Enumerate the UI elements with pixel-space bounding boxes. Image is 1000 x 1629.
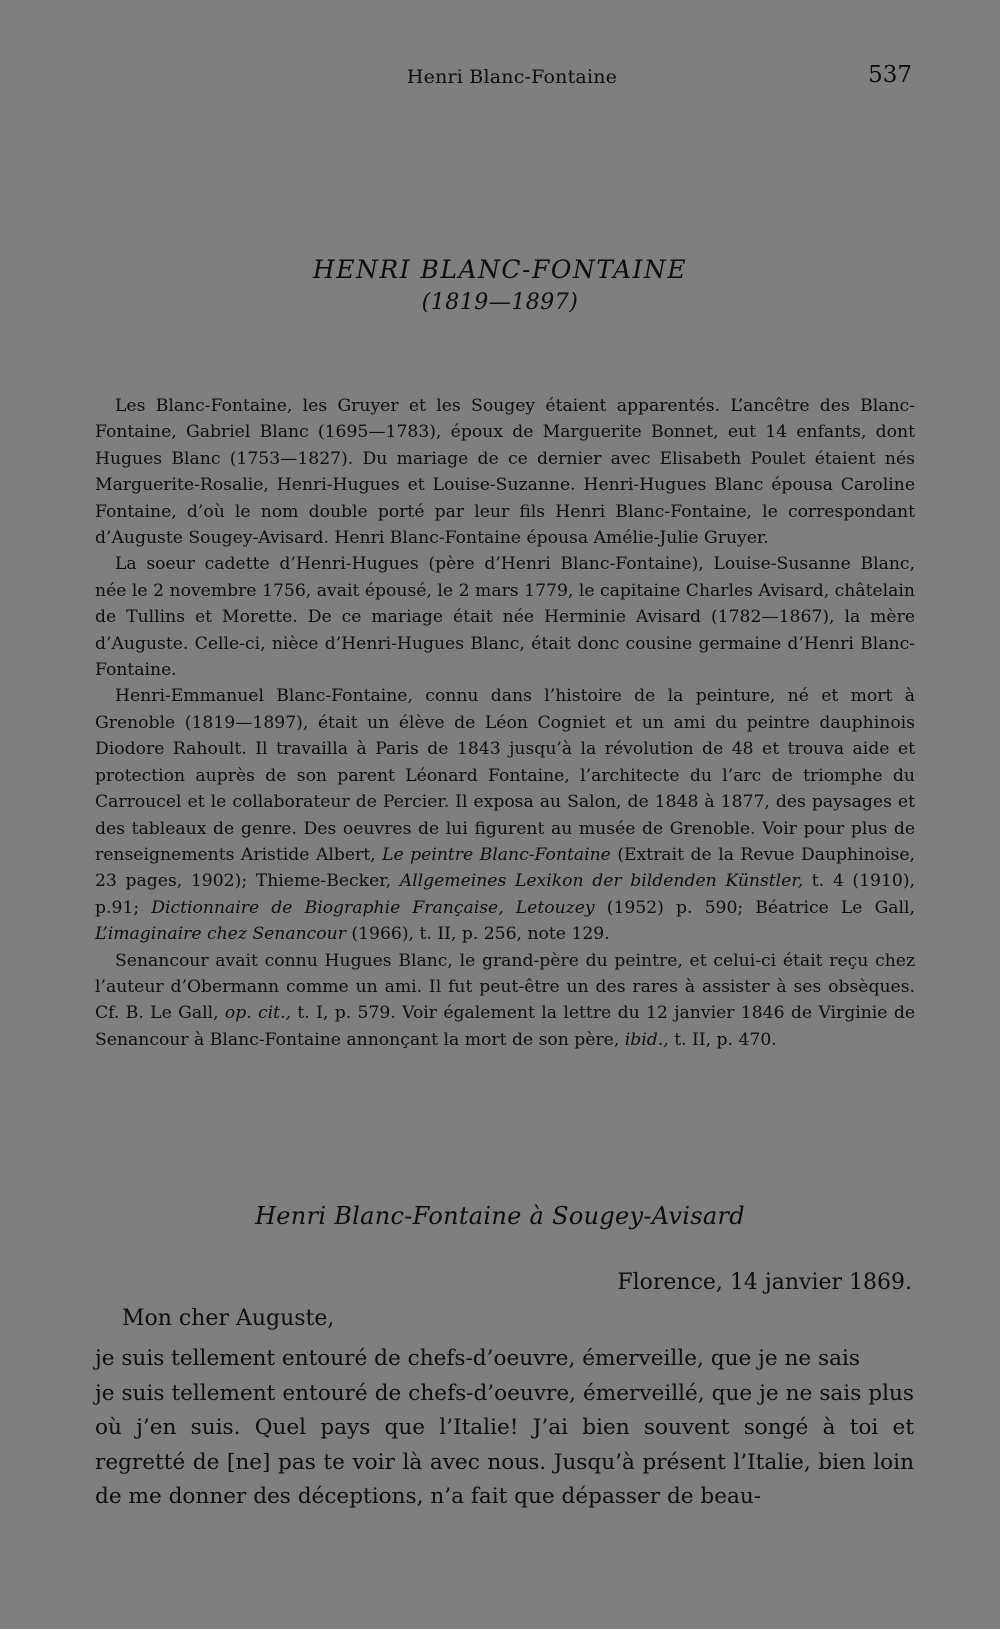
chapter-title: HENRI BLANC-FONTAINE bbox=[312, 255, 688, 284]
italic-reference: ibid., bbox=[624, 1029, 669, 1050]
italic-title: Allgemeines Lexikon der bildenden Künstler, bbox=[399, 871, 804, 892]
letter-heading: Henri Blanc-Fontaine à Sougey-Avisard bbox=[255, 1202, 745, 1230]
running-header bbox=[112, 62, 912, 92]
paragraph-1: Les Blanc-Fontaine, les Gruyer et les Sougey étaient apparentés. L’ancêtre des Blanc-Fontaine, Gabriel Blanc (1695—1783), époux de Marguerite Bonnet, eut 14 enfants, dont Hugues Blanc (1753—1827). Du mariage de ce dernier avec Elisabeth Poulet étaient nés Marguerite-Rosalie, Henri-Hugues et Louise-Suzanne. Henri-Hugues Blanc épousa Caroline Fontaine, d’où le nom double porté par leur fils Henri Blanc-Fontaine, le correspondant d’Auguste Sougey-Avisard. Henri Blanc-Fontaine épousa Amélie-Julie Gruyer. bbox=[95, 396, 915, 549]
text-run: t. I, p. 579. Voir également la lettre du 12 janvier 1846 de Virginie de Senancour à Blanc-Fontaine annonçant la mort de son père, bbox=[95, 1003, 915, 1050]
paragraph-3 bbox=[95, 683, 915, 947]
letter-paragraph: je suis tellement entouré de chefs-d’oeuvre, émerveillé, que je ne sais plus où j’en suis. Quel pays que l’Italie! J’ai bien souvent songé à toi et regretté de [ne] pas te voir là avec nous. Jusqu’à présent l’Italie, bien loin de me donner des déceptions, n’a fait que dépasser de beau- bbox=[95, 1380, 914, 1509]
letter-salutation: Mon cher Auguste, bbox=[122, 1306, 335, 1331]
chapter-title-block bbox=[0, 255, 1000, 315]
text-run: (Extrait de la Revue Dauphinoise, 23 pages, 1902); Thieme-Becker, bbox=[95, 844, 915, 892]
text-run: t. II, p. 470. bbox=[668, 1029, 777, 1050]
italic-title: L’imaginaire chez Senancour bbox=[95, 924, 346, 945]
text-run: t. 4 (1910), p.91; bbox=[95, 871, 916, 918]
italic-title: Dictionnaire de Biographie Française, Letouzey bbox=[151, 897, 595, 918]
page-number: 537 bbox=[868, 62, 912, 88]
paragraph-2: La soeur cadette d’Henri-Hugues (père d’Henri Blanc-Fontaine), Louise-Susanne Blanc, née le 2 novembre 1756, avait épousé, le 2 mars 1779, le capitaine Charles Avisard, châtelain de Tullins et Morette. De ce mariage était née Herminie Avisard (1782—1867), la mère d’Auguste. Celle-ci, nièce d’Henri-Hugues Blanc, était donc cousine germaine d’Henri Blanc-Fontaine. bbox=[95, 554, 915, 681]
text-run: (1966), t. II, p. 256, note 129. bbox=[345, 924, 610, 945]
paragraph-4 bbox=[95, 948, 915, 1054]
letter-body bbox=[95, 1342, 914, 1515]
text-run: Henri-Emmanuel Blanc-Fontaine, connu dans l’histoire de la peinture, né et mort à Grenoble (1819—1897), était un élève de Léon Cogniet et un ami du peintre dauphinois Diodore Rahoult. Il travailla à Paris de 1843 jusqu’à la révolution de 48 et trouva aide et protection auprès de son parent Léonard Fontaine, l’architecte du l’arc de triomphe du Carroucel et le collaborateur de Percier. Il exposa au Salon, de 1848 à 1877, des paysages et des tableaux de genre. Des oeuvres de lui figurent au musée de Grenoble. Voir pour plus de renseignements Aristide Albert, bbox=[95, 686, 915, 865]
running-title: Henri Blanc-Fontaine bbox=[406, 66, 618, 88]
life-dates: (1819—1897) bbox=[421, 290, 579, 315]
italic-reference: op. cit., bbox=[224, 1003, 292, 1024]
letter-line-struck: je suis tellement entouré de chefs-d’oeuvre, émerveille, que je ne sais bbox=[95, 1346, 860, 1371]
biographical-note bbox=[95, 393, 915, 1053]
letter-date: Florence, 14 janvier 1869. bbox=[617, 1270, 912, 1295]
italic-title: Le peintre Blanc-Fontaine bbox=[382, 844, 611, 865]
text-run: Senancour avait connu Hugues Blanc, le grand-père du peintre, et celui-ci était reçu chez l’auteur d’Obermann comme un ami. Il fut peut-être un des rares à assister à ses obsèques. Cf. B. Le Gall, bbox=[95, 950, 915, 1024]
text-run: (1952) p. 590; Béatrice Le Gall, bbox=[594, 897, 916, 918]
